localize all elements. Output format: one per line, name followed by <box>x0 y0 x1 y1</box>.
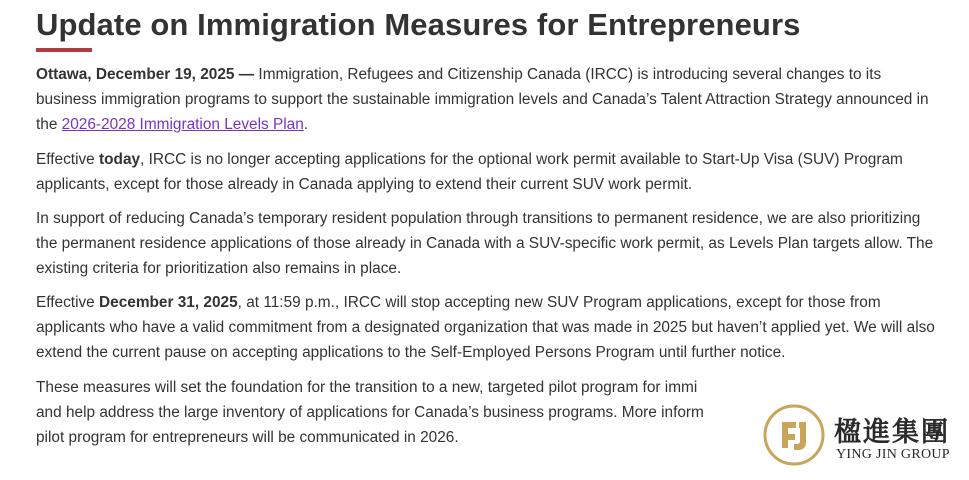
page-title: Update on Immigration Measures for Entrepreneurs <box>36 7 801 42</box>
intro-text: Immigration, Refugees and Citizenship Canada (IRCC) is introducing several changes to its business immigration programs to support the sustainable immigration levels and Canada’s Talent Attraction Strategy announced in the <box>36 66 929 133</box>
watermark <box>758 400 969 480</box>
article <box>36 0 936 450</box>
title-underline <box>36 48 92 52</box>
paragraph-intro <box>36 62 936 137</box>
p4-lead: Effective <box>36 294 100 311</box>
p5-line3: pilot program for entrepreneurs will be communicated in 2026. <box>36 429 459 446</box>
paragraph-prioritization: In support of reducing Canada’s temporary resident population through transitions to permanent residence, we are also prioritizing the permanent residence applications of those already in Canada with a SUV-specific work permit, as Levels Plan targets allow. The existing criteria for prioritization also remains in place. <box>36 210 934 277</box>
p2-lead: Effective <box>36 151 100 168</box>
dateline: Ottawa, December 19, 2025 — <box>36 66 255 83</box>
p4-text: , at 11:59 p.m., IRCC will stop accepting new SUV Program applications, except for those from applicants who have a valid commitment from a designated organization that was made in 2025 but haven’t applied yet. We will also extend the current pause on accepting applications to the Self-Employed Persons Program until further notice. <box>36 294 935 361</box>
levels-plan-link[interactable]: 2026-2028 Immigration Levels Plan <box>61 116 304 133</box>
paragraph-work-permit <box>36 147 936 197</box>
intro-end: . <box>303 116 309 133</box>
p5-line2: and help address the large inventory of applications for Canada’s business programs. More inform <box>36 404 704 421</box>
p4-emphasis: December 31, 2025 <box>99 294 238 311</box>
p2-emphasis: today <box>99 151 141 168</box>
p2-text: , IRCC is no longer accepting applications for the optional work permit available to Start-Up Visa (SUV) Program applicants, except for those already in Canada applying to extend their current SUV work permit. <box>36 151 903 193</box>
paragraph-suv-stop <box>36 290 936 365</box>
yj-monogram-logo-icon <box>763 404 825 466</box>
watermark-name-en: YING JIN GROUP <box>836 447 950 462</box>
watermark-name-cn: 楹進集團 <box>834 417 950 448</box>
p5-line1: These measures will set the foundation for the transition to a new, targeted pilot program for immi <box>36 379 698 396</box>
